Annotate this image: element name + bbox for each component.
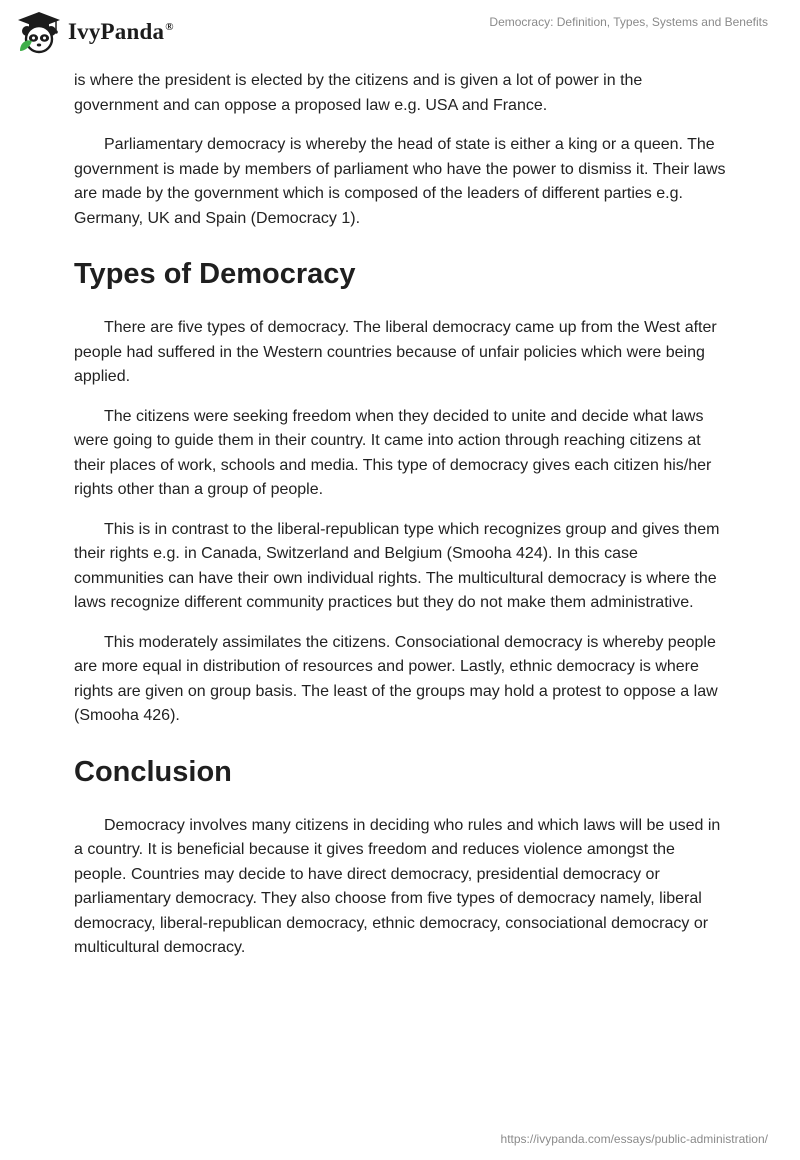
document-title: Democracy: Definition, Types, Systems and Benefits xyxy=(489,15,768,29)
paragraph-conclusion: Democracy involves many citizens in deciding who rules and which laws will be used in a country. It is beneficial because it gives freedom and reduces violence amongst the people. Countries may decide to have direct democracy, presidential democracy or parliamentary democracy. They also choose from five types of democracy namely, liberal democracy, liberal-republican democracy, ethnic democracy, consociational democracy or multicultural democracy. xyxy=(74,816,721,956)
paragraph-consociational-ethnic: This moderately assimilates the citizens. Consociational democracy is whereby people are more equal in distribution of resources and power. Lastly, ethnic democracy is where rights are given on group basis. The least of the groups may hold a protest to oppose a law (Smooha 426). xyxy=(74,633,718,724)
paragraph-liberal-republican: This is in contrast to the liberal-republican type which recognizes group and gives them their rights e.g. in Canada, Switzerland and Belgium (Smooha 424). In this case communities can have their own individual rights. The multicultural democracy is where the laws recognize different community practices but they do not make them administrative. xyxy=(74,520,720,611)
heading-conclusion: Conclusion xyxy=(74,755,232,788)
footer-url[interactable]: https://ivypanda.com/essays/public-administration/ xyxy=(500,1132,768,1146)
paragraph-liberal: The citizens were seeking freedom when they decided to unite and decide what laws were going to guide them in their country. It came into action through reaching citizens at their places of work, schools and media. This type of democracy gives each citizen his/her rights other than a group of people. xyxy=(74,407,712,498)
panda-logo-icon xyxy=(16,9,62,55)
paragraph-presidential: is where the president is elected by the citizens and is given a lot of power in the government and can oppose a proposed law e.g. USA and France. xyxy=(74,72,643,114)
registered-mark: ® xyxy=(165,21,174,34)
heading-types-of-democracy: Types of Democracy xyxy=(74,258,356,290)
ivypanda-logo[interactable] xyxy=(16,8,174,56)
brand-text: IvyPanda xyxy=(68,19,165,44)
essay-content xyxy=(74,69,726,976)
paragraph-types-intro: There are five types of democracy. The liberal democracy came up from the West after people had suffered in the Western countries because of unfair policies which were being applied. xyxy=(74,319,717,385)
brand-name xyxy=(68,19,174,45)
paragraph-parliamentary: Parliamentary democracy is whereby the head of state is either a king or a queen. The government is made by members of parliament who have the power to dismiss it. Their laws are made by the government which is composed of the leaders of different parties e.g. Germany, UK and Spain (Democracy 1). xyxy=(74,136,726,227)
page-header xyxy=(0,0,800,66)
